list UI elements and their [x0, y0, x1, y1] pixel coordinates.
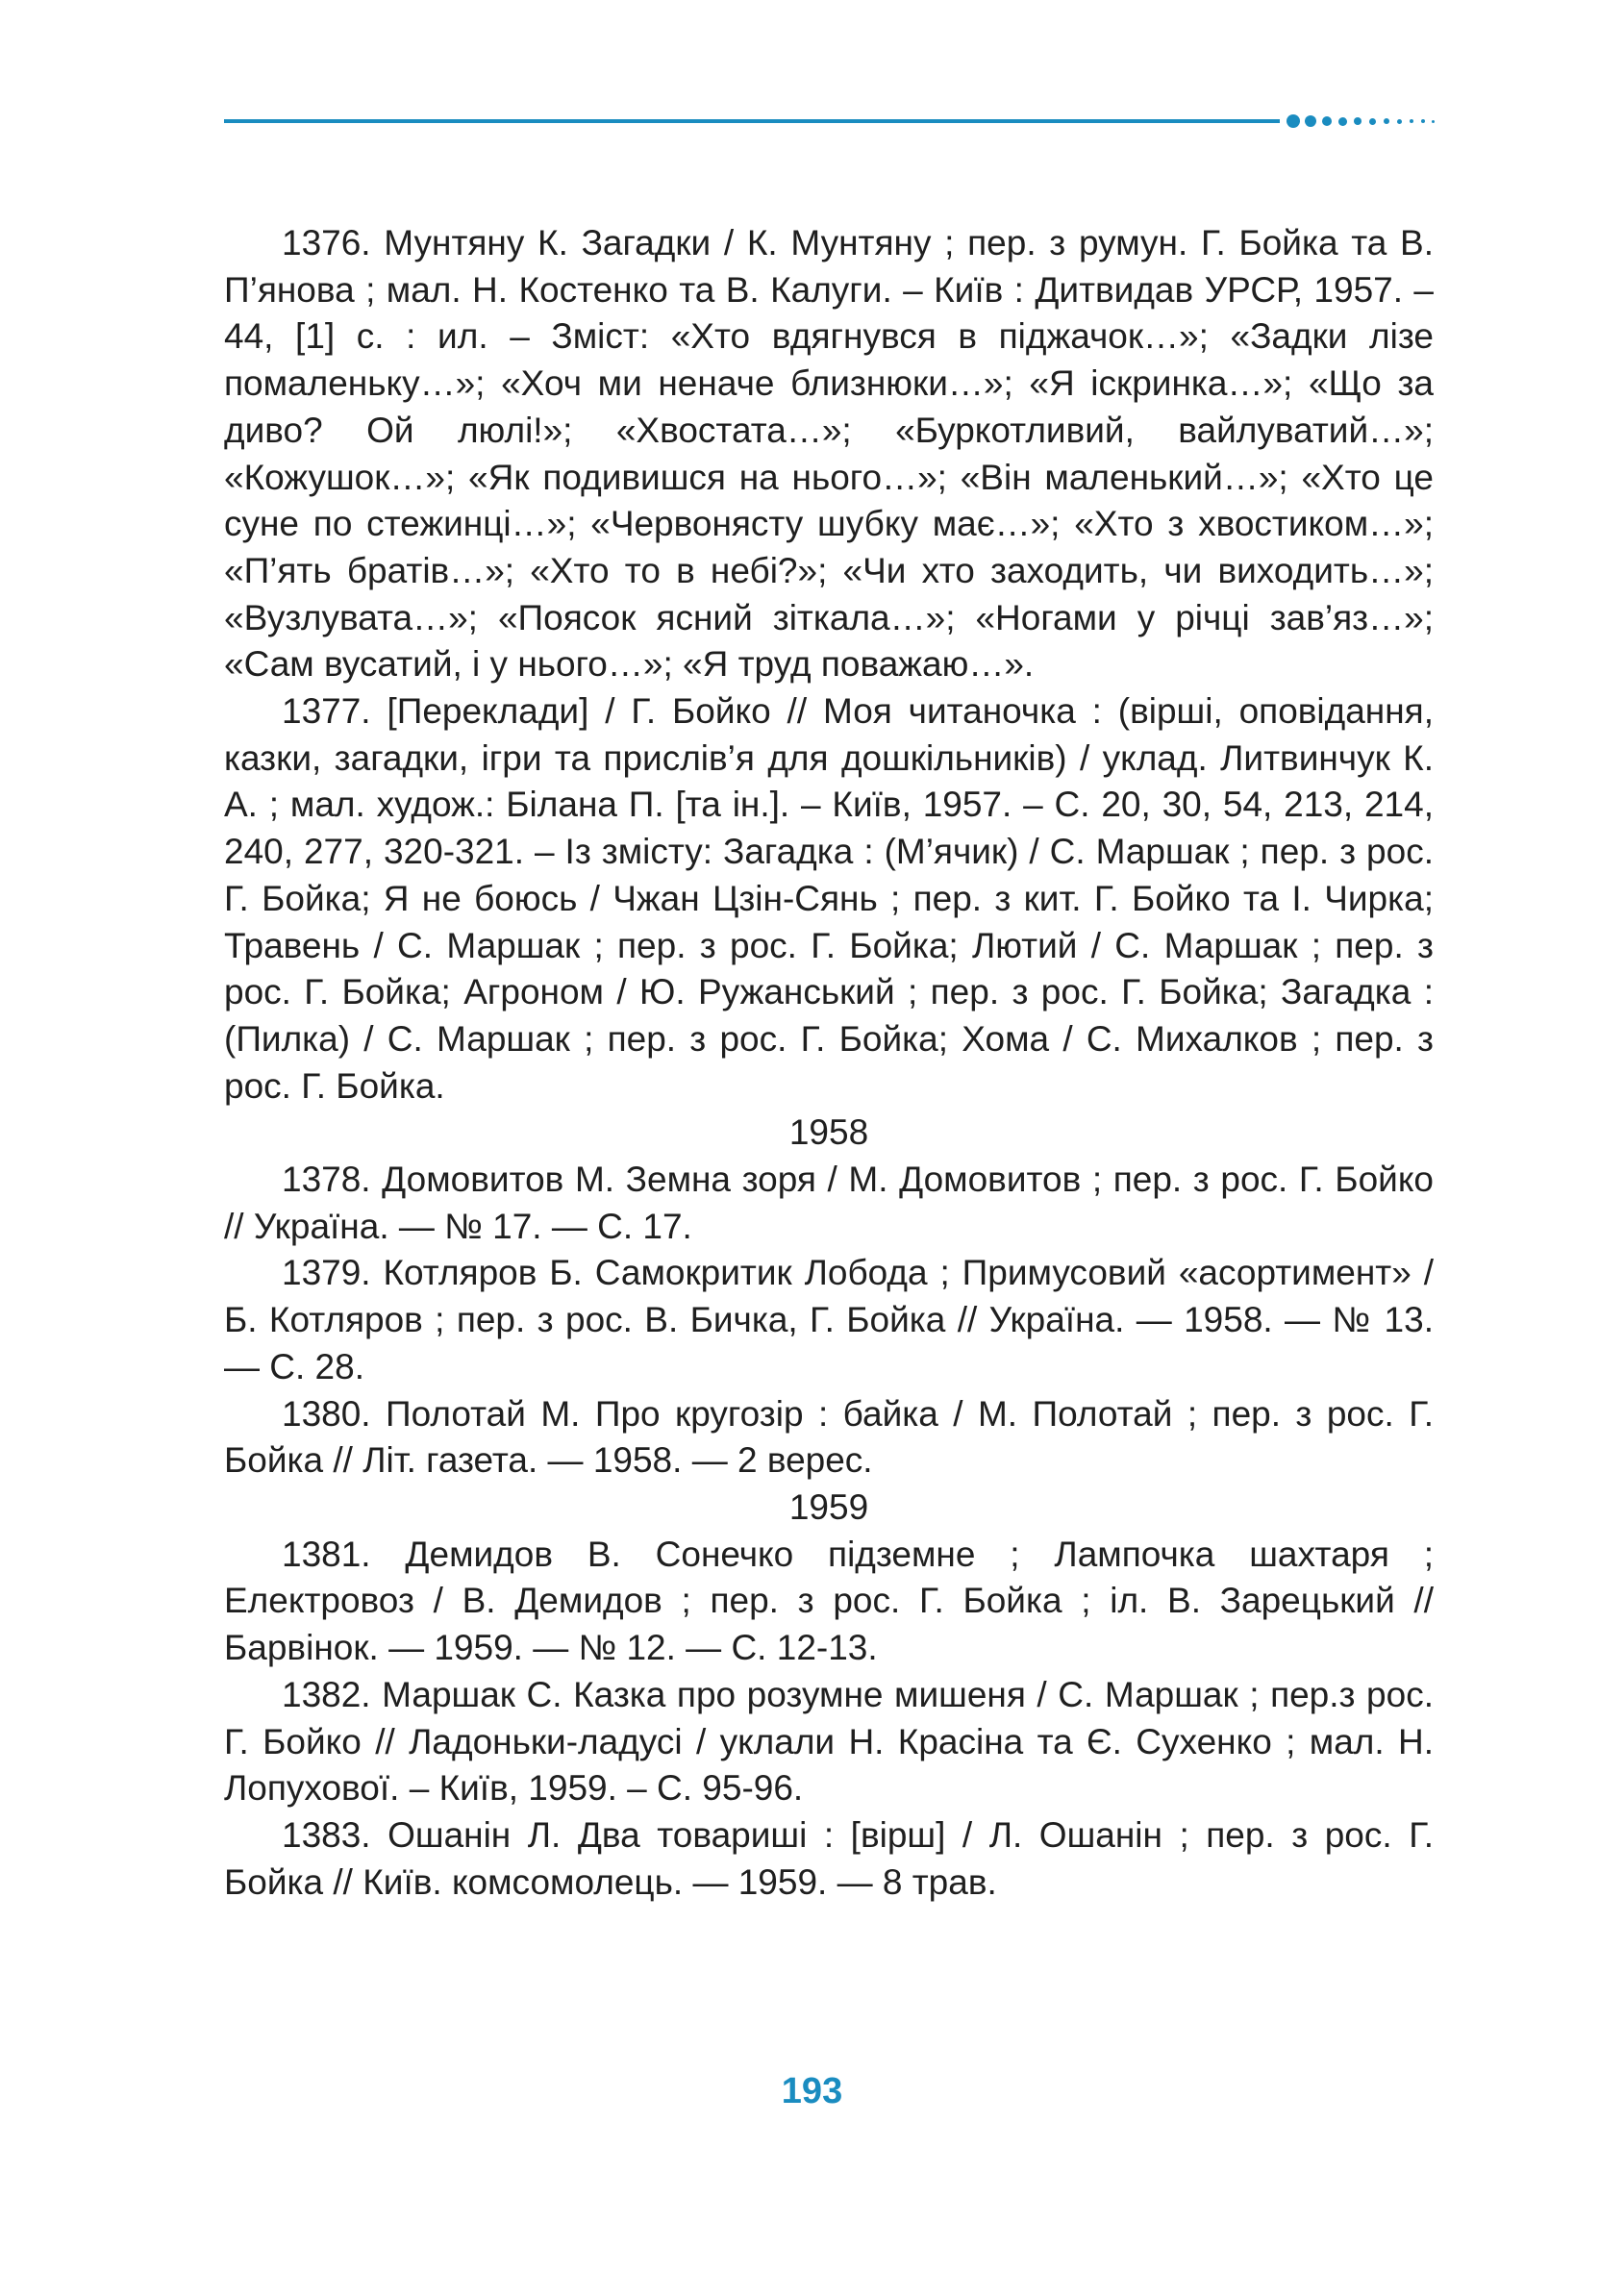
dot-icon — [1322, 116, 1332, 126]
entry-1376: 1376. Мунтяну К. Загадки / К. Мунтяну ; пер. з румун. Г. Бойка та В. П’янова ; мал. Н. Костенко та В. Калуги. – Київ : Дитвидав УРСР, 1957. – 44, [1] с. : ил. – Зміст: «Хто вдягнувся в піджачок…»; «Задки лізе помаленьку…»; «Хоч ми неначе близнюки…»; «Я іскринка…»; «Що за диво? Ой люлі!»; «Хвостата…»; «Буркотливий, вайлуватий…»; «Кожушок…»; «Як подивишся на нього…»; «Він маленький…»; «Хто це суне по стежинці…»; «Червонясту шубку має…»; «Хто з хвостиком…»; «П’ять братів…»; «Хто то в небі?»; «Чи хто заходить, чи виходить…»; «Вузлувата…»; «Поясок ясний зіткала…»; «Ногами у річці зав’яз…»; «Сам вусатий, і у нього…»; «Я труд поважаю…». — [224, 223, 1434, 685]
dot-icon — [1410, 119, 1413, 123]
dot-icon — [1384, 118, 1389, 124]
entry-1379: 1379. Котляров Б. Самокритик Лобода ; Примусовий «асортимент» / Б. Котляров ; пер. з рос. В. Бичка, Г. Бойка // Україна. — 1958. — № 13. — С. 28. — [224, 1253, 1434, 1386]
dot-icon — [1397, 119, 1402, 124]
dot-icon — [1338, 117, 1347, 126]
entry-1383: 1383. Ошанін Л. Два товариші : [вірш] / Л. Ошанін ; пер. з рос. Г. Бойка // Київ. комсомолець. — 1959. — 8 трав. — [224, 1814, 1434, 1902]
dot-icon — [1432, 120, 1435, 123]
header-rule — [224, 119, 1280, 123]
dot-icon — [1369, 118, 1376, 125]
year-heading-1958: 1958 — [788, 1112, 869, 1153]
dot-icon — [1421, 119, 1425, 123]
entry-1378: 1378. Домовитов М. Земна зоря / М. Домовитов ; пер. з рос. Г. Бойко // Україна. — № 17. — С. 17. — [224, 1160, 1434, 1246]
dot-icon — [1287, 114, 1300, 128]
entry-1377: 1377. [Переклади] / Г. Бойко // Моя читаночка : (вірші, оповідання, казки, загадки, ігри та прислів’я для дошкільників) / уклад. Литвинчук К. А. ; мал. худож.: Білана П. [та ін.]. – Київ, 1957. – С. 20, 30, 54, 213, 214, 240, 277, 320-321. – Із змісту: Загадка : (М’ячик) / С. Маршак ; пер. з рос. Г. Бойка; Я не боюсь / Чжан Цзін-Сянь ; пер. з кит. Г. Бойко та І. Чирка; Травень / С. Маршак ; пер. з рос. Г. Бойка; Лютий / С. Маршак ; пер. з рос. Г. Бойка; Агроном / Ю. Ружанський ; пер. з рос. Г. Бойка; Загадка : (Пилка) / С. Маршак ; пер. з рос. Г. Бойка; Хома / С. Михалков ; пер. з рос. Г. Бойка. — [224, 691, 1434, 1106]
bibliography-text — [224, 220, 1434, 1906]
dot-icon — [1354, 117, 1362, 125]
entry-1380: 1380. Полотай М. Про кругозір : байка / М. Полотай ; пер. з рос. Г. Бойка // Літ. газета. — 1958. — 2 верес. — [224, 1393, 1434, 1481]
dot-icon — [1305, 115, 1316, 127]
entry-1381: 1381. Демидов В. Сонечко підземне ; Лампочка шахтаря ; Електровоз / В. Демидов ; пер. з рос. Г. Бойка ; іл. В. Зарецький // Барвінок. — 1959. — № 12. — С. 12-13. — [224, 1534, 1434, 1668]
year-heading-1959: 1959 — [788, 1486, 869, 1527]
header-dots — [1287, 114, 1440, 128]
entry-1382: 1382. Маршак С. Казка про розумне мишеня / С. Маршак ; пер.з рос. Г. Бойко // Ладоньки-ладусі / уклали Н. Красіна та Є. Сухенко ; мал. Н. Лопухової. – Київ, 1959. – С. 95-96. — [224, 1674, 1434, 1809]
page-number: 193 — [781, 2071, 843, 2111]
